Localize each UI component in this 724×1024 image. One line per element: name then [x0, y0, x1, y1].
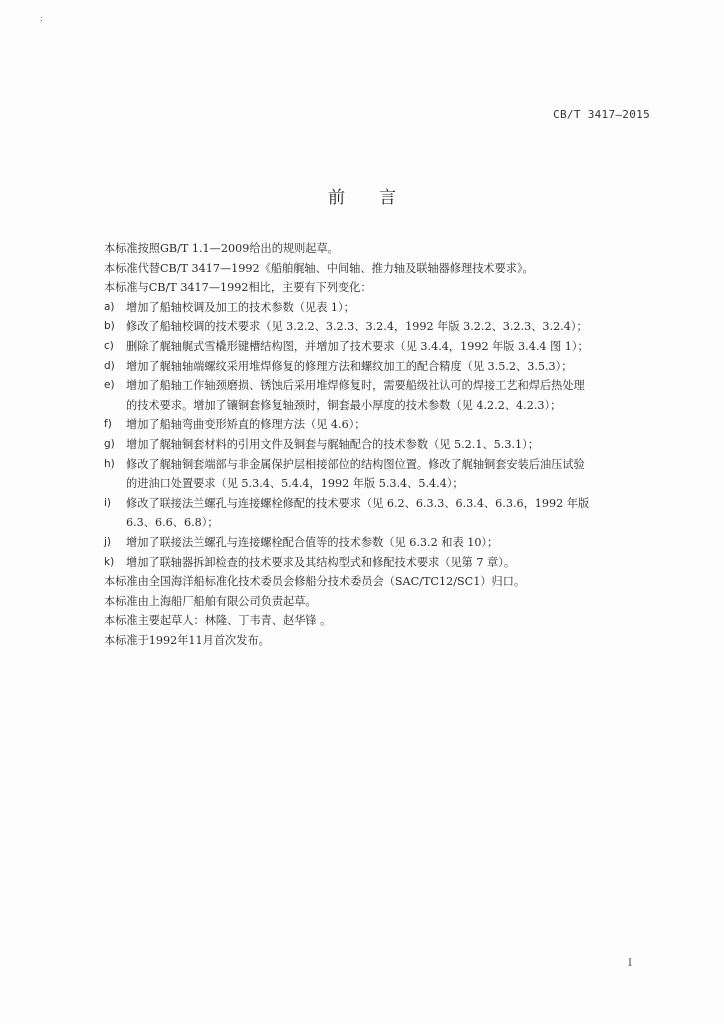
- foreword-body: [104, 239, 656, 650]
- change-item-marker: j): [104, 535, 112, 548]
- intro-line: 本标准按照GB/T 1.1—2009给出的规则起草。: [104, 242, 339, 255]
- change-item: [104, 298, 656, 318]
- change-item-marker: d): [104, 359, 115, 372]
- change-item-marker: f): [104, 418, 112, 431]
- closing-line: 本标准主要起草人：林隆、丁韦青、赵华锋 。: [104, 614, 332, 628]
- change-item-marker: e): [104, 379, 115, 392]
- change-item-line: 的技术要求。增加了镶铜套修复轴颈时，铜套最小厚度的技术参数（见 4.2.2、4.2.3）；: [126, 398, 562, 412]
- change-item: [104, 455, 656, 494]
- change-item-line: 的进油口处置要求（见 5.3.4、5.4.4，1992 年版 5.3.4、5.4.4）；: [126, 477, 464, 491]
- intro-paragraphs: [104, 239, 656, 298]
- change-item: [104, 435, 656, 455]
- change-item-line: 删除了艉轴艉式雪橇形键槽结构图，并增加了技术要求（见 3.4.4，1992 年版 3.4.4 图 1）；: [126, 339, 589, 353]
- change-item-text: [126, 533, 656, 553]
- closing-paragraphs: [104, 572, 656, 650]
- change-item: [104, 415, 656, 435]
- change-item-marker: i): [104, 496, 112, 509]
- change-item-text: [126, 553, 656, 573]
- change-item-line: 增加了联接法兰螺孔与连接螺栓配合值等的技术参数（见 6.3.2 和表 10）；: [126, 535, 499, 549]
- change-item: [104, 317, 656, 337]
- change-item-text: [126, 298, 656, 318]
- change-item-line: 修改了艉轴铜套端部与非金属保护层相接部位的结构图位置。修改了艉轴铜套安装后油压试验: [126, 457, 585, 471]
- change-item-line: 增加了船轴弯曲变形矫直的修理方法（见 4.6）；: [126, 418, 366, 432]
- intro-line: 本标准与CB/T 3417—1992相比，主要有下列变化：: [104, 281, 372, 295]
- change-item-line: 增加了船轴校调及加工的技术参数（见表 1）；: [126, 300, 355, 314]
- change-item-marker: g): [104, 437, 115, 450]
- change-item-text: [126, 435, 656, 455]
- change-item: [104, 376, 656, 415]
- change-item-marker: a): [104, 300, 115, 313]
- closing-line: 本标准由上海船厂船舶有限公司负责起草。: [104, 594, 317, 608]
- closing-line: 本标准于1992年11月首次发布。: [104, 633, 270, 647]
- change-item: [104, 337, 656, 357]
- change-item: [104, 533, 656, 553]
- change-item-line: 增加了船轴工作轴颈磨损、锈蚀后采用堆焊修复时，需要船级社认可的焊接工艺和焊后热处理: [126, 379, 585, 393]
- change-item: [104, 553, 656, 573]
- intro-line: 本标准代替CB/T 3417—1992《船舶艉轴、中间轴、推力轴及联轴器修理技术要求》。: [104, 261, 534, 275]
- standard-number: CB/T 3417—2015: [553, 108, 650, 121]
- change-item: [104, 494, 656, 533]
- change-item-marker: c): [104, 339, 114, 352]
- change-item-line: 增加了联轴器拆卸检查的技术要求及其结构型式和修配技术要求（见第 7 章）。: [126, 555, 516, 569]
- change-item-marker: b): [104, 320, 115, 333]
- change-item-line: 6.3、6.6、6.8）；: [126, 516, 219, 530]
- stray-mark: ;: [40, 14, 44, 24]
- change-item-text: [126, 494, 656, 533]
- page-title: 前言: [328, 188, 430, 208]
- change-item-text: [126, 317, 656, 337]
- change-item: [104, 357, 656, 377]
- closing-line: 本标准由全国海洋船标准化技术委员会修船分技术委员会（SAC/TC12/SC1）归口。: [104, 575, 526, 589]
- change-item-line: 增加了艉轴轴端螺纹采用堆焊修复的修理方法和螺纹加工的配合精度（见 3.5.2、3.5.3）；: [126, 359, 573, 373]
- change-list: [104, 298, 656, 572]
- change-item-text: [126, 337, 656, 357]
- change-item-text: [126, 455, 656, 494]
- change-item-text: [126, 376, 656, 415]
- change-item-text: [126, 415, 656, 435]
- change-item-line: 修改了船轴校调的技术要求（见 3.2.2、3.2.3、3.2.4，1992 年版 3.2.2、3.2.3、3.2.4）；: [126, 320, 588, 334]
- change-item-marker: k): [104, 555, 115, 568]
- change-item-line: 增加了艉轴铜套材料的引用文件及铜套与艉轴配合的技术参数（见 5.2.1、5.3.1）；: [126, 437, 539, 451]
- page-number: I: [628, 958, 632, 969]
- change-item-line: 修改了联接法兰螺孔与连接螺栓修配的技术要求（见 6.2、6.3.3、6.3.4、6.3.6，1992 年版: [126, 496, 590, 510]
- change-item-text: [126, 357, 656, 377]
- change-item-marker: h): [104, 457, 115, 470]
